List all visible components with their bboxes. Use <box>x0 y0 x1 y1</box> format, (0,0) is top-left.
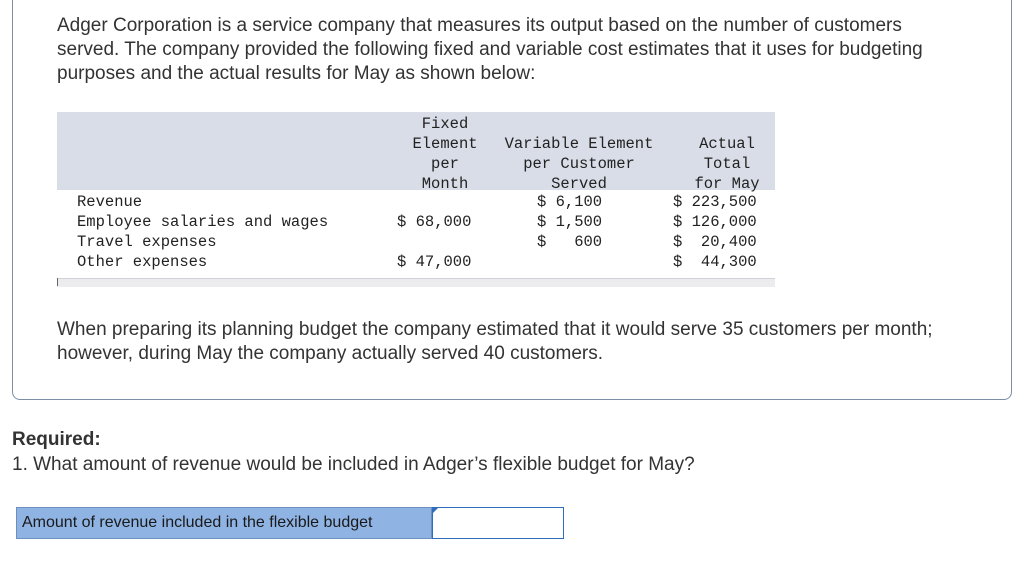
row-label-travel: Travel expenses <box>77 233 217 251</box>
cell-other-actual: $ 44,300 <box>673 253 757 271</box>
cell-revenue-variable: $ 6,100 <box>537 193 603 211</box>
cell-travel-variable: $ 600 <box>537 233 603 251</box>
required-title: Required: <box>12 429 101 450</box>
cell-revenue-actual: $ 223,500 <box>673 193 757 211</box>
header-variable-element: Variable Element per Customer Served <box>504 135 654 193</box>
header-actual-total: Actual Total for May <box>694 135 760 193</box>
row-label-salaries: Employee salaries and wages <box>77 213 329 231</box>
table-bottom-mark <box>57 278 58 286</box>
cell-other-fixed: $ 47,000 <box>397 253 472 271</box>
header-fixed-element: Fixed Element per Month <box>412 115 478 193</box>
cell-salaries-fixed: $ 68,000 <box>397 213 472 231</box>
row-label-other: Other expenses <box>77 253 208 271</box>
answer-row <box>16 507 564 539</box>
cell-salaries-actual: $ 126,000 <box>673 213 757 231</box>
revenue-answer-input[interactable] <box>432 507 564 539</box>
followup-text: When preparing its planning budget the company estimated that it would serve 35 customers per month; however, during May the company actually served 40 customers. <box>57 319 933 364</box>
cell-salaries-variable: $ 1,500 <box>537 213 603 231</box>
cost-table <box>57 112 775 287</box>
row-label-revenue: Revenue <box>77 193 143 211</box>
answer-label: Amount of revenue included in the flexible budget <box>16 507 432 539</box>
table-bottom-border <box>57 278 775 287</box>
cell-travel-actual: $ 20,400 <box>673 233 757 251</box>
intro-text: Adger Corporation is a service company that measures its output based on the number of customers served. The company provided the following fixed and variable cost estimates that it uses for budgeting purposes and the actual results for May as shown below: <box>57 15 923 84</box>
question-text: 1. What amount of revenue would be included in Adger’s flexible budget for May? <box>12 454 695 475</box>
input-corner-marker <box>432 507 439 514</box>
